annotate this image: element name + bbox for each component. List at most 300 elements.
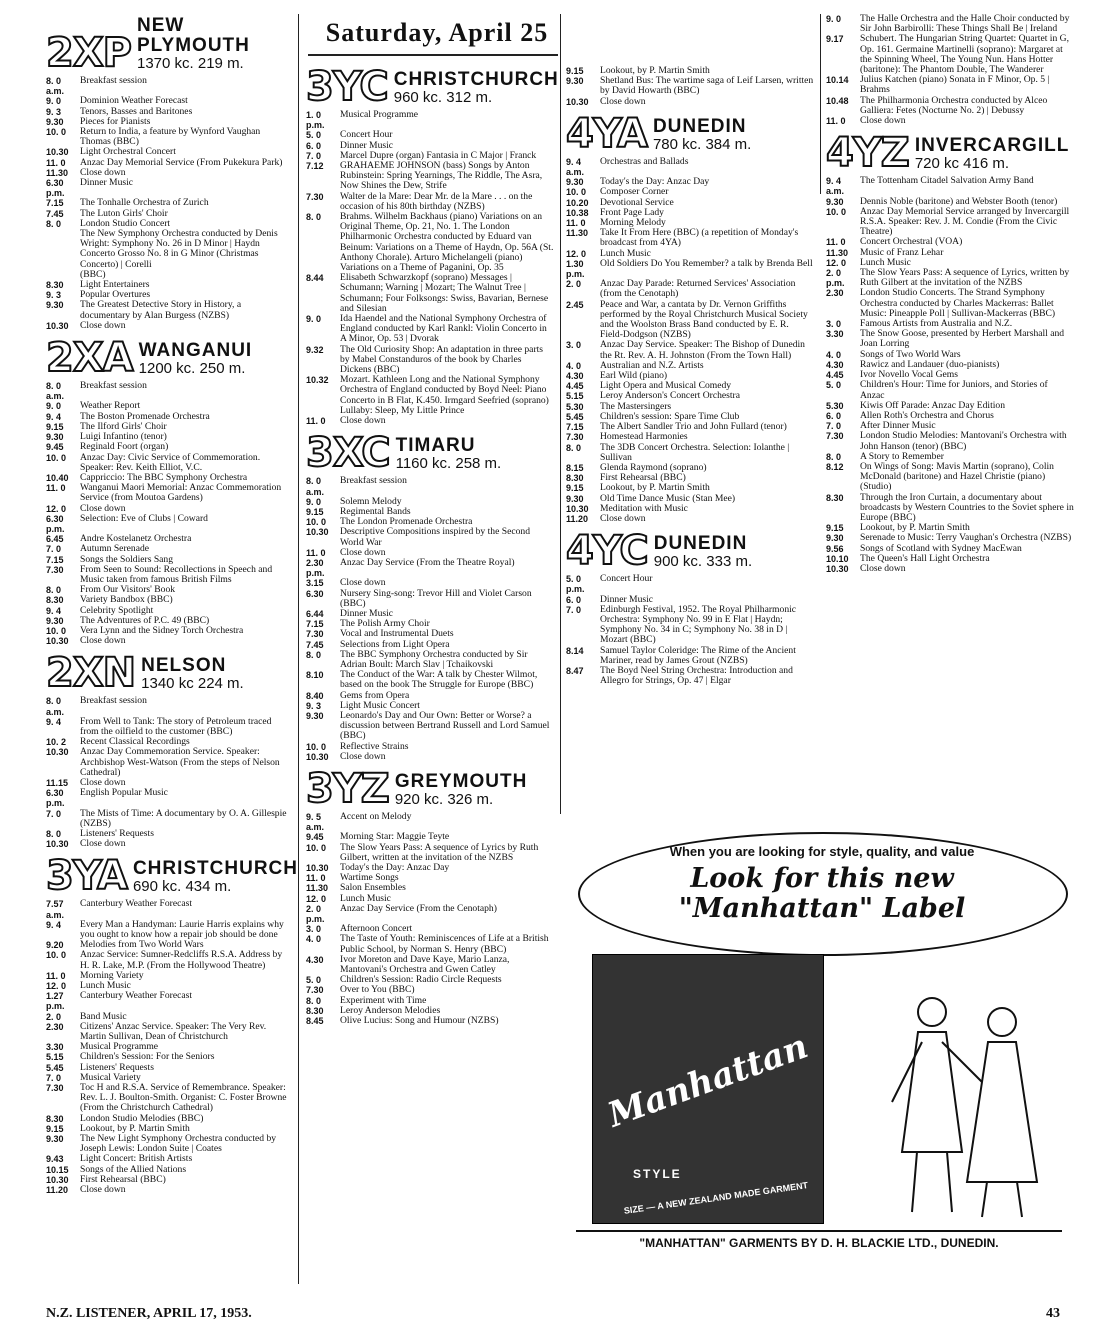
programme-row — [46, 381, 292, 401]
programme-title: Close down — [860, 562, 906, 574]
programme-time: 5. 0 — [826, 380, 842, 391]
programme-time: 7. 0 — [46, 544, 62, 555]
programme-title: Listeners' Requests — [80, 828, 154, 839]
programme-time: 10. 0 — [46, 950, 67, 961]
programme-title: Schubert. The Hungarian String Quartet: Quartet in G, Op. 161. Germaine Martinelli (soprano): Margaret at the Spinning Wheel, The Young Nun. Hans Hotter (baritone): The Phantom Double, The Wanderer — [860, 33, 1069, 76]
programme-time: 1.27 p.m. — [46, 991, 65, 1012]
programme-time: 5. 0 p.m. — [566, 574, 585, 595]
programme-title: Listeners' Requests — [80, 1061, 154, 1073]
programme-row — [46, 809, 292, 829]
programme-row — [566, 514, 814, 524]
programme-time: 8.30 — [46, 1113, 64, 1124]
programme-title: Breakfast session — [80, 695, 147, 707]
programme-list — [826, 14, 1074, 126]
programme-title: Famous Artists from Australia and N.Z. — [860, 318, 1013, 330]
programme-title: Light Music Concert — [340, 699, 420, 711]
call-sign: 4YZ — [826, 130, 909, 177]
programme-time: 3. 0 — [566, 340, 582, 351]
programme-title: Solemn Melody — [340, 495, 402, 507]
programme-time: 9. 0 — [306, 314, 322, 325]
programme-time: 11. 0 — [826, 237, 846, 248]
programme-row — [826, 75, 1074, 95]
programme-time: 4.30 — [566, 371, 584, 382]
programme-time: 10. 0 — [46, 127, 67, 138]
programme-title: Close down — [340, 577, 386, 589]
station-header — [46, 15, 292, 76]
programme-time: 11. 0 — [46, 483, 66, 494]
programme-time: 2. 0 — [566, 279, 582, 290]
call-sign: 2XP — [46, 30, 131, 76]
programme-title: Band Music — [80, 1010, 127, 1022]
station-name: TIMARU — [395, 435, 476, 457]
programme-title: Orchestras and Ballads — [600, 155, 689, 167]
programme-title: Old Soldiers Do You Remember? a talk by Brenda Bell — [600, 257, 813, 269]
programme-title: Anzac Day Service. Speaker: The Bishop of Dunedin the Rt. Rev. A. H. Johnston (From the Town Hall) — [600, 339, 805, 361]
programme-time: 10. 2 — [46, 737, 67, 748]
programme-title: Julius Katchen (piano) Sonata in F Minor, Op. 5 | Brahms — [860, 74, 1050, 96]
programme-title: Concert Orchestral (VOA) — [860, 236, 963, 248]
station-block — [566, 528, 814, 687]
station-header — [46, 853, 298, 900]
programme-time: 10.48 — [826, 95, 849, 106]
programme-time: 8.10 — [306, 670, 324, 681]
programme-time: 5.15 — [46, 1052, 64, 1063]
station-name: INVERCARGILL — [914, 135, 1070, 157]
call-sign: 3YA — [46, 853, 127, 900]
programme-row — [306, 904, 554, 924]
programme-time: 9.30 — [46, 116, 64, 127]
programme-time: 10.32 — [306, 375, 329, 386]
programme-title: Dinner Music — [340, 607, 394, 619]
programme-title: London Studio Concerts. The Strand Symphony Orchestra conducted by Charles Mackerras: Ballet Music: Pineapple Poll | Sullivan-Mackerras (BBC) — [860, 287, 1056, 319]
station-block — [826, 130, 1074, 574]
programme-title: Close down — [600, 512, 646, 524]
station-frequency: 960 kc. 312 m. — [393, 89, 493, 106]
programme-time: 8.30 — [566, 473, 584, 484]
programme-time: 10.10 — [826, 553, 849, 564]
programme-time: 11.20 — [566, 513, 589, 524]
programme-title: Anzac Day Memorial Service arranged by Invercargill R.S.A. Speaker: Rev. J. M. Condie (From the Civic Theatre) — [860, 205, 1070, 238]
programme-time: 8. 0 — [306, 212, 322, 223]
programme-time: 9.30 — [826, 196, 844, 207]
programme-row — [306, 752, 554, 762]
programme-row — [566, 76, 814, 96]
label-size: SIZE — A NEW ZEALAND MADE GARMENT — [623, 1180, 809, 1216]
programme-time: 7.30 — [566, 432, 584, 443]
programme-title: Children's session: Spare Time Club — [600, 410, 740, 422]
programme-time: 10.14 — [826, 75, 849, 86]
programme-title: Close down — [80, 776, 126, 788]
programme-time: 11. 0 — [306, 873, 326, 884]
programme-title: Take It From Here (BBC) (a repetition of Monday's broadcast from 4YA) — [600, 227, 799, 249]
programme-time: 6.30 p.m. — [46, 788, 65, 809]
programme-time: 6. 0 — [306, 140, 322, 151]
station-frequency: 690 kc. 434 m. — [132, 878, 232, 896]
programme-time: 2. 0 p.m. — [826, 268, 845, 289]
page-title: Saturday, April 25 — [325, 18, 549, 47]
station-block — [306, 765, 554, 1027]
programme-title: Pieces for Pianists — [80, 115, 151, 127]
programme-title: Edinburgh Festival, 1952. The Royal Philharmonic Orchestra: Symphony No. 99 in E Flat | Haydn; Symphony No. 34 in C; Symphony No. 38 in D | Mozart (BBC) — [600, 603, 797, 646]
programme-title: The Taste of Youth: Reminiscences of Life at a British Public School, by Norman S. Henry (BBC) — [340, 933, 549, 955]
programme-time: 8.44 — [306, 273, 324, 284]
programme-row — [566, 157, 814, 177]
programme-title: The Tottenham Citadel Salvation Army Band — [860, 175, 1034, 187]
programme-time: 9.30 — [46, 1134, 64, 1145]
programme-row — [306, 578, 554, 588]
programme-time: 11.30 — [566, 228, 589, 239]
programme-row — [46, 565, 292, 585]
programme-row — [306, 345, 554, 376]
station-block — [46, 16, 292, 331]
programme-title: The London Promenade Orchestra — [340, 516, 473, 528]
programme-title: Children's Session: For the Seniors — [80, 1051, 215, 1063]
programme-row — [46, 788, 292, 808]
programme-title: Leroy Anderson Melodies — [340, 1004, 441, 1016]
advert-tagline: When you are looking for style, quality, and value — [669, 844, 975, 859]
programme-title: Close down — [340, 415, 386, 427]
programme-time: 9.15 — [566, 66, 584, 76]
programme-title: Tenors, Basses and Baritones — [80, 105, 193, 117]
programme-title: First Rehearsal (BBC) — [600, 472, 686, 484]
programme-time: 10.30 — [306, 863, 329, 873]
programme-time: 9.15 — [566, 483, 584, 494]
programme-time: 10.30 — [566, 96, 589, 107]
programme-title: Old Time Dance Music (Stan Mee) — [600, 492, 736, 504]
programme-title: Anzac Day Service (From the Cenotaph) — [340, 902, 497, 914]
programme-title: The Greatest Detective Story in History, a documentary by Alan Burgess (NZBS) — [80, 299, 242, 321]
programme-time: 10.30 — [306, 751, 329, 762]
programme-title: Front Page Lady — [600, 206, 664, 218]
programme-title: Leroy Anderson's Concert Orchestra — [600, 390, 740, 402]
programme-title: Variety Bandbox (BBC) — [80, 594, 173, 606]
programme-time: 2. 0 p.m. — [306, 903, 325, 925]
programme-row — [306, 558, 554, 578]
programme-title: Lookout, by P. Martin Smith — [860, 522, 970, 534]
programme-time: 7. 0 — [826, 421, 842, 432]
programme-time: 9.20 — [46, 940, 64, 951]
programme-time: 10.20 — [566, 197, 589, 208]
programme-title: The New Symphony Orchestra conducted by Denis Wright: Symphony No. 26 in D Minor | Haydn — [80, 228, 278, 250]
programme-row — [566, 340, 814, 360]
programme-time: 8.14 — [566, 645, 584, 656]
programme-title: Every Man a Handyman: Laurie Harris explains why you ought to know how a repair job should be done — [80, 918, 284, 941]
programme-time: 10. 0 — [306, 741, 327, 752]
programme-title: Anzac Day Parade: Returned Services' Association (from the Cenotaph) — [600, 278, 796, 300]
station-frequency: 920 kc. 326 m. — [394, 790, 494, 808]
programme-title: Luigi Infantino (tenor) — [80, 431, 167, 443]
programme-title: The Mastersingers — [600, 400, 672, 412]
programme-time: 8.47 — [566, 665, 584, 676]
station-block — [566, 110, 814, 524]
programme-title: Lookout, by P. Martin Smith — [600, 65, 710, 76]
programme-title: Regimental Bands — [340, 505, 411, 517]
programme-list — [46, 76, 292, 331]
programme-title: Through the Iron Curtain, a documentary about broadcasts by Western Countries to the Soviet sphere in Europe (BBC) — [860, 491, 1074, 523]
station-header — [306, 430, 554, 477]
programme-title: Peace and War, a cantata by Dr. Vernon Griffiths performed by the Royal Christchurch Musical Society and the Woolston Brass Band conducted by E. R. Field-Dodgson (NZBS) — [600, 298, 808, 341]
station-frequency: 1200 kc. 250 m. — [138, 360, 246, 378]
programme-title: Breakfast session — [80, 75, 147, 86]
programme-time: 9. 0 — [46, 96, 62, 107]
programme-title: Brahms. Wilhelm Backhaus (piano) Variations on an Original Theme, Op. 21, No. 1. The London Philharmonic Orchestra conducted by Eduard van Beinum: Variations on a Theme of Haydn, Op. 56A (St. Anthony Chorale). Arturo Michelangeli (piano) Variations on a Theme of Paganini, Op. 35 — [340, 211, 554, 274]
programme-title: Lookout, by P. Martin Smith — [600, 482, 710, 494]
station-name: CHRISTCHURCH — [393, 69, 559, 90]
programme-time: 10.30 — [46, 636, 69, 647]
programme-title: Composer Corner — [600, 186, 669, 198]
programme-row — [46, 127, 292, 147]
programme-title: Close down — [340, 546, 386, 558]
programme-title: Close down — [80, 166, 126, 178]
programme-row — [826, 14, 1074, 34]
station-block — [306, 64, 559, 427]
programme-title: The 3DB Concert Orchestra. Selection: Iolanthe | Sullivan — [600, 441, 790, 463]
programme-title: Earl Wild (piano) — [600, 370, 668, 382]
programme-title: Devotional Service — [600, 196, 674, 208]
programme-title: London Studio Melodies: Mantovani's Orchestra with John Hanson (tenor) (BBC) — [860, 430, 1067, 452]
programme-list — [826, 176, 1074, 574]
programme-row — [306, 192, 554, 212]
programme-title: Afternoon Concert — [340, 923, 413, 935]
programme-time: 10.30 — [46, 147, 69, 158]
programme-row — [306, 589, 554, 609]
programme-title: Citizens' Anzac Service. Speaker: The Very Rev. Martin Sullivan, Dean of Christchurch — [80, 1020, 267, 1043]
programme-time: 11. 0 — [826, 116, 846, 127]
column-4 — [826, 14, 1074, 582]
programme-title: Ida Haendel and the National Symphony Orchestra of England conducted by Karl Rankl: Violin Concerto in A Minor, Op. 53 | Dvorak — [340, 313, 547, 345]
programme-time: 7.45 — [46, 208, 64, 219]
programme-row — [46, 300, 292, 320]
programme-title: Over to You (BBC) — [340, 984, 415, 996]
programme-title: The Halle Orchestra and the Halle Choir conducted by Sir John Barbirolli: These Things Shall Be | Ireland — [860, 13, 1070, 35]
programme-title: The Adventures of P.C. 49 (BBC) — [80, 614, 210, 626]
programme-time: 11.30 — [826, 247, 849, 258]
programme-row — [46, 1134, 292, 1154]
programme-row — [306, 670, 554, 690]
programme-title: Concerto Grosso No. 8 in G Minor (Christmas Concerto) | Corelli — [80, 248, 259, 270]
programme-time: 4.30 — [306, 954, 324, 965]
programme-title: Light Concert: British Artists — [80, 1153, 193, 1165]
programme-time: 9.45 — [306, 832, 324, 843]
programme-time: 8. 0 — [46, 829, 62, 839]
programme-title: Anzac Service: Sumner-Redcliffs R.S.A. Address by H. R. Lake, M.P. (From the Hollywood Theatre) — [80, 949, 283, 971]
programme-time: 5.30 — [826, 400, 844, 411]
programme-time: 10. 0 — [306, 517, 327, 528]
station-name: DUNEDIN — [653, 533, 748, 555]
column-rule — [560, 14, 561, 814]
programme-title: Reginald Foort (organ) — [80, 441, 169, 453]
programme-row — [566, 432, 814, 442]
programme-row — [46, 950, 292, 970]
programme-row — [566, 666, 814, 686]
programme-time: 7.12 — [306, 161, 324, 172]
programme-title: The Conduct of the War: A talk by Chester Wilmot, based on the book The Struggle for Europe (BBC) — [340, 669, 538, 691]
station-frequency: 720 kc 416 m. — [914, 155, 1010, 173]
programme-row — [826, 564, 1074, 574]
programme-row — [306, 711, 554, 742]
programme-time: 9. 0 — [826, 14, 842, 24]
programme-time: 9. 3 — [46, 290, 62, 301]
programme-title: Canterbury Weather Forecast — [80, 990, 192, 1002]
programme-time: 9.17 — [826, 34, 844, 45]
programme-time: 9.15 — [46, 421, 64, 432]
programme-row — [306, 375, 554, 416]
programme-time — [46, 229, 80, 249]
programme-title: Marcel Dupre (organ) Fantasia in C Major | Franck — [340, 149, 537, 161]
programme-title: Elisabeth Schwarzkopf (soprano) Messages | Schumann; Warning | Mozart; The Walnut Tree | Schumann; Four Folksongs: Swiss, Bavarian, Bernese and Silesian — [340, 272, 549, 314]
programme-time: 7. 0 — [46, 808, 62, 819]
page-number: 43 — [1046, 1306, 1060, 1321]
programme-time: 8.30 — [306, 1005, 324, 1016]
programme-time: 9.43 — [46, 1154, 64, 1165]
call-sign: 4YC — [566, 528, 648, 575]
header-rule — [308, 54, 558, 56]
programme-list — [566, 66, 814, 107]
programme-title: Anzac Day Service (From the Theatre Royal) — [340, 556, 515, 568]
station-frequency: 1370 kc. 219 m. — [137, 55, 244, 72]
programme-row — [46, 442, 292, 452]
programme-time: 9. 4 a.m. — [826, 176, 845, 197]
programme-time: 9.30 — [566, 177, 584, 188]
programme-title: Wanganui Maori Memorial: Anzac Commemoration Service (from Moutoa Gardens) — [80, 482, 282, 504]
programme-title: Toc H and R.S.A. Service of Remembrance. Speaker: Rev. L. J. Boulton-Smith. Organist: C. Foster Browne (From the Christchurch Cathedral) — [80, 1082, 287, 1114]
programme-row — [566, 300, 814, 341]
programme-title: The Slow Years Pass: A sequence of Lyrics by Ruth Gilbert, written at the invitation of the NZBS — [340, 841, 539, 863]
programme-row — [46, 696, 292, 716]
programme-title: Ivor Moreton and Dave Kaye, Mario Lanza, Mantovani's Orchestra and Gwen Catley — [340, 953, 510, 976]
programme-title: Ivor Novello Vocal Gems — [860, 369, 958, 381]
programme-time: 8.15 — [566, 462, 584, 473]
programme-title: Light Entertainers — [80, 279, 150, 291]
programme-time: 6.30 — [306, 588, 324, 599]
programme-title: Musical Programme — [340, 109, 419, 120]
programme-title: Nursery Sing-song: Trevor Hill and Violet Carson (BBC) — [340, 587, 532, 609]
programme-time: 6. 0 — [566, 594, 582, 605]
programme-time: 9.30 — [306, 710, 324, 721]
programme-title: Anzac Day Commemoration Service. Speaker: Archbishop West-Watson (From the steps of Nelson Cathedral) — [80, 746, 280, 778]
programme-title: Anzac Day Memorial Service (From Pukekura Park) — [80, 156, 283, 168]
programme-time: 3. 0 — [826, 319, 842, 330]
programme-title: Musical Variety — [80, 1071, 141, 1083]
call-sign: 4YA — [566, 110, 647, 157]
programme-time — [46, 270, 80, 280]
programme-title: Morning Variety — [80, 969, 144, 981]
programme-time: 9. 4 — [46, 605, 62, 616]
programme-title: Reflective Strains — [340, 740, 409, 752]
programme-time: 9.30 — [826, 533, 844, 544]
programme-time: 8. 0 — [306, 995, 322, 1006]
programme-title: Today's the Day: Anzac Day — [600, 176, 710, 188]
programme-time: 5.30 — [566, 401, 584, 412]
programme-time: 12. 0 — [46, 503, 67, 514]
programme-title: Glenda Raymond (soprano) — [600, 461, 707, 473]
programme-title: Accent on Melody — [340, 810, 412, 822]
programme-title: The Queen's Hall Light Orchestra — [860, 552, 990, 564]
programme-time: 9. 0 — [306, 496, 322, 507]
programme-row — [826, 96, 1074, 116]
programme-title: Breakfast session — [340, 475, 407, 487]
programme-time: 9. 4 — [46, 411, 62, 422]
programme-time: 9.30 — [566, 76, 584, 87]
station-frequency: 780 kc. 384 m. — [652, 135, 752, 153]
station-block — [46, 335, 292, 647]
programme-list — [46, 696, 292, 849]
programme-title: Morning Star: Maggie Teyte — [340, 831, 450, 843]
programme-row — [46, 747, 292, 778]
programme-time: 2.30 — [46, 1021, 64, 1032]
label-style: STYLE — [633, 1167, 682, 1181]
programme-time: 3.30 — [826, 329, 844, 340]
manhattan-advert — [572, 832, 1072, 1252]
programme-title: Lunch Music — [860, 256, 911, 268]
programme-row — [46, 717, 292, 737]
column-rule — [820, 14, 821, 194]
programme-time: 11.30 — [306, 883, 329, 894]
programme-time: 8.30 — [826, 492, 844, 503]
programme-time: 10.30 — [46, 747, 69, 758]
programme-title: Breakfast session — [80, 380, 147, 392]
programme-title: Serenade to Music: Terry Vaughan's Orchestra (NZBS) — [860, 532, 1072, 544]
programme-time: 9.56 — [826, 543, 844, 554]
programme-time: 12. 0 — [306, 893, 327, 904]
programme-title: (BBC) — [80, 268, 106, 280]
programme-title: On Wings of Song: Mavis Martin (soprano), Colin McDonald (baritone) and Hazel Christie (piano) (Studio) — [860, 460, 1054, 493]
programme-title: Light Opera and Musical Comedy — [600, 380, 732, 392]
programme-row — [46, 453, 292, 473]
programme-title: Close down — [80, 838, 126, 850]
programme-row — [46, 1083, 292, 1114]
programme-title: Dinner Music — [80, 177, 134, 189]
programme-time: 9.15 — [46, 1123, 64, 1134]
programme-title: Today's the Day: Anzac Day — [340, 862, 450, 873]
programme-title: Samuel Taylor Coleridge: The Rime of the Ancient Mariner, read by James Grout (NZBS) — [600, 644, 796, 666]
programme-title: The Old Curiosity Shop: An adaptation in three parts by Mabel Constanduros of the book by Charles Dickens (BBC) — [340, 343, 544, 376]
programme-title: Lunch Music — [80, 980, 131, 992]
column-3 — [566, 66, 814, 694]
programme-row — [826, 380, 1074, 400]
programme-time: 10.15 — [46, 1164, 69, 1175]
station-block — [566, 66, 814, 107]
programme-row — [566, 279, 814, 299]
programme-title: English Popular Music — [80, 787, 168, 799]
programme-title: Vocal and Instrumental Duets — [340, 628, 454, 640]
call-sign: 3YZ — [306, 765, 389, 812]
programme-time: 8.30 — [46, 595, 64, 606]
programme-row — [306, 314, 554, 345]
programme-time: 5.15 — [566, 391, 584, 402]
label-illustration — [592, 954, 824, 1224]
programme-row — [306, 212, 554, 273]
programme-row — [46, 178, 292, 198]
programme-title: From Well to Tank: The story of Petroleum traced from the oilfield to the customer (BBC) — [80, 715, 272, 737]
programme-time: 8.40 — [306, 690, 324, 701]
programme-title: GRAHAEME JOHNSON (bass) Songs by Anton Rubinstein: Spring Yearnings, The Riddle, The Asra, Now Shines the Dew, Strife — [340, 160, 543, 192]
programme-time: 10.30 — [46, 320, 69, 331]
programme-time: 9.32 — [306, 344, 324, 355]
station-header — [46, 650, 292, 697]
programme-title: Children's Session: Radio Circle Requests — [340, 974, 502, 986]
programme-time: 2.30 — [826, 288, 844, 299]
programme-title: The Snow Goose, presented by Herbert Marshall and Joan Lorring — [860, 328, 1065, 350]
programme-time: 11. 0 — [306, 416, 326, 427]
programme-time: 7.45 — [306, 639, 324, 650]
programme-time: 7.30 — [306, 985, 324, 996]
programme-time: 5. 0 — [306, 975, 322, 986]
programme-title: The Ilford Girls' Choir — [80, 420, 167, 432]
call-sign: 2XN — [46, 650, 136, 697]
programme-time: 6.45 — [46, 534, 64, 545]
programme-time: 9. 0 — [46, 401, 62, 412]
